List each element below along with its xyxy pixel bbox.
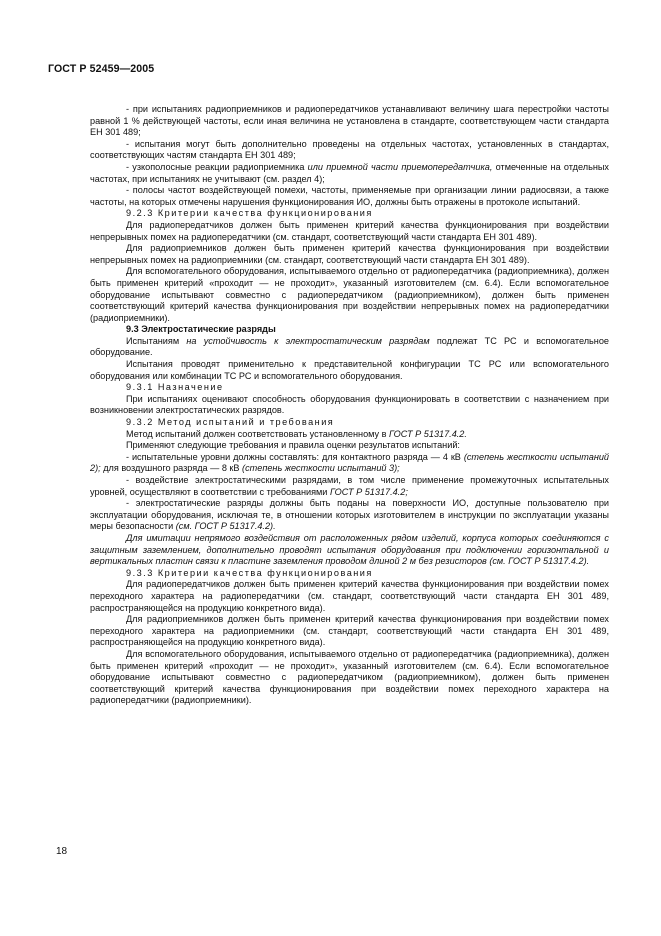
text-run-italic: ГОСТ Р 51317.4.2. (389, 428, 467, 439)
text-run: Испытаниям (126, 335, 187, 346)
text-run: - испытательные уровни должны составлять: для контактного разряда — 4 кВ (126, 451, 464, 462)
text-run: - узкополосные реакции радиоприемника (126, 161, 308, 172)
section-heading: 9.3 Электростатические разряды (126, 324, 276, 335)
paragraph (90, 475, 609, 498)
section-heading: 9.3.3 Критерии качества функционирования (126, 567, 373, 578)
text-run-italic: или приемной части приемопередатчика, (307, 161, 493, 172)
paragraph: - при испытаниях радиоприемников и радиопередатчиков устанавливают величину шага перестройки частоты равной 1 % действующей частоты, если иная величина не установлена в стандарте, соответствующем части стандарта ЕН 301 489; (90, 104, 609, 138)
paragraph: - испытания могут быть дополнительно проведены на отдельных частотах, установленных в стандартах, соответствующих частям стандарта ЕН 301 489; (90, 138, 609, 161)
section-heading: 9.3.2 Метод испытаний и требования (126, 417, 335, 428)
text-run: - воздействие электростатическими разрядами, в том числе применение промежуточных испытательных уровней, осуществляют в соответствии с требованиями (90, 475, 609, 497)
paragraph: Для радиоприемников должен быть применен критерий качества функционирования при воздействии помех переходного характера на радиоприемники (см. стандарт, соответствующий части стандарта ЕН 301 489, распространяющейся на продукцию конкретного вида). (90, 614, 609, 648)
text-run-italic: на устойчивость к электростатическим разрядам (186, 335, 430, 346)
text-run: - электростатические разряды должны быть поданы на поверхности ИО, доступные пользователю при эксплуатации оборудования, исключая те, в отношении которых изготовителем в инструкции по эксплуатации указаны меры безопасности (90, 498, 609, 532)
paragraph-italic: Для имитации непрямого воздействия от расположенных рядом изделий, корпуса которых соединяются с защитным заземлением, дополнительно проводят испытания оборудования при подключении горизонтальной и вертикальных пластин связи к пластине заземления проводом длиной 2 м без резисторов (см. ГОСТ Р 51317.4.2). (90, 532, 609, 567)
text-run: отмеченные на отдельных частотах, при испытаниях не учитывают (см. раздел 4); (90, 161, 609, 184)
paragraph (90, 336, 609, 359)
paragraph: Для вспомогательного оборудования, испытываемого отдельно от радиопередатчика (радиоприемника), должен быть применен критерий «проходит — не проходит», указанный изготовителем (см. 6.4). Если вспомогательное оборудование испытывают совместно с радиопередатчиком (радиоприемником), должен быть применен соответствующий критерий качества функционирования при воздействии непрерывных помех на радиопередатчики (радиоприемники). (90, 266, 609, 323)
section-heading: 9.3.1 Назначение (126, 382, 224, 393)
paragraph (90, 452, 609, 475)
paragraph (90, 162, 609, 185)
paragraph: Для радиопередатчиков должен быть применен критерий качества функционирования при воздействии помех переходного характера на радиопередатчики (см. стандарт, соответствующий части стандарта ЕН 301 489, распространяющейся на продукцию конкретного вида). (90, 579, 609, 613)
paragraph: - полосы частот воздействующей помехи, частоты, применяемые при организации линии радиосвязи, а также частоты, на которых отмечены нарушения функционирования ИО, должны быть отражены в протоколе испытаний. (90, 185, 609, 207)
document-header: ГОСТ Р 52459—2005 (48, 63, 155, 75)
text-run: Метод испытаний должен соответствовать установленному в (126, 428, 390, 439)
paragraph: Для вспомогательного оборудования, испытываемого отдельно от радиопередатчика (радиоприемника), должен быть применен критерий «проходит — не проходит», указанный изготовителем (см. 6.4). Если вспомогательное оборудование испытывают совместно с радиопередатчиком (радиоприемником), должен быть применен соответствующий критерий качества функционирования при воздействии помех переходного характера на радиопередатчики (радиоприемники). (90, 648, 609, 706)
page-number: 18 (56, 846, 68, 857)
paragraph: Испытания проводят применительно к представительной конфигурации ТС РС или вспомогательного оборудования или комбинации ТС РС и вспомогательного оборудования. (90, 359, 609, 381)
paragraph: Применяют следующие требования и правила оценки результатов испытаний: (126, 440, 460, 451)
paragraph (90, 498, 609, 533)
text-run: для воздушного разряда — 8 кВ (100, 463, 243, 474)
paragraph: Для радиопередатчиков должен быть применен критерий качества функционирования при воздействии непрерывных помех на радиопередатчики (см. стандарт, соответствующий части стандарта ЕН 301 489). (90, 219, 609, 242)
text-run: подлежат ТС РС и вспомогательное оборудование. (90, 335, 609, 358)
text-run-italic: (см. ГОСТ Р 51317.4.2). (175, 521, 276, 532)
text-run-italic: (степень жесткости испытаний 2); (90, 451, 609, 474)
paragraph: При испытаниях оценивают способность оборудования функционировать в соответствии с назначением при возникновении электростатических разрядов. (90, 393, 609, 416)
section-heading: 9.2.3 Критерии качества функционирования (126, 208, 373, 219)
paragraph: Для радиоприемников должен быть применен критерий качества функционирования при воздействии непрерывных помех на радиоприемники (см. стандарт, соответствующий части стандарта ЕН 301 489). (90, 243, 609, 265)
paragraph (90, 429, 609, 441)
text-run-italic: (степень жесткости испытаний 3); (242, 463, 400, 474)
text-run-italic: ГОСТ Р 51317.4.2; (329, 486, 408, 497)
document-body (90, 104, 609, 707)
